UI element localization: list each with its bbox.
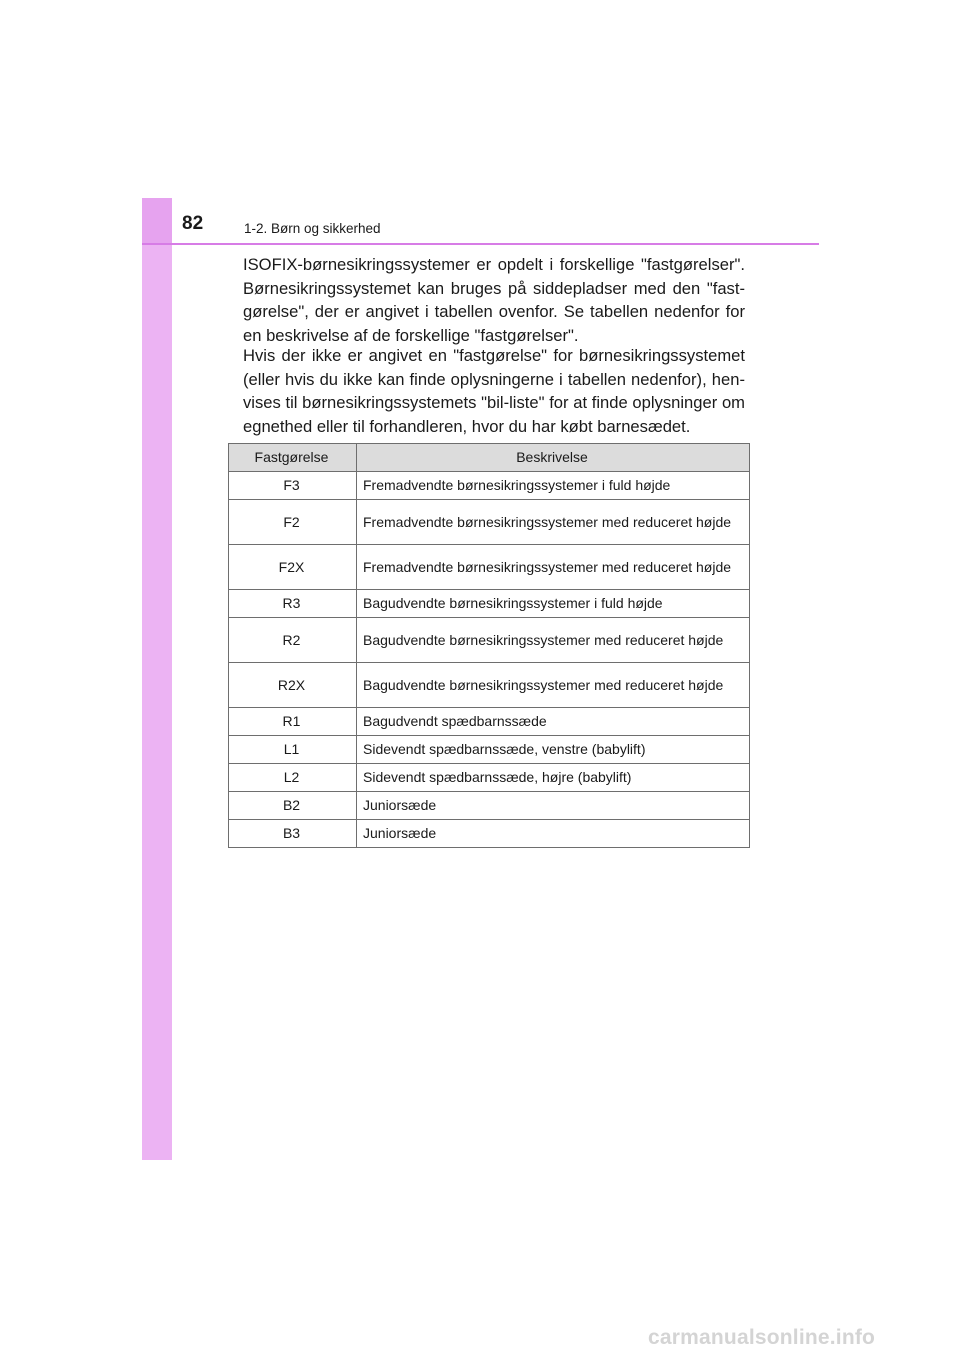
- fixture-code: R3: [229, 590, 357, 618]
- page-number: 82: [182, 213, 204, 234]
- fixture-description: Bagudvendte børnesikringssystemer med reduceret højde: [357, 618, 750, 663]
- watermark: carmanualsonline.info: [648, 1326, 876, 1349]
- table-row: [229, 764, 750, 792]
- fixture-code: B2: [229, 792, 357, 820]
- column-header-description: Beskrivelse: [357, 444, 750, 472]
- table-row: [229, 618, 750, 663]
- fixture-code: L2: [229, 764, 357, 792]
- fixture-code: F2X: [229, 545, 357, 590]
- instruction-paragraph: Hvis der ikke er angivet en "fastgørelse" for børnesikringssystemet (eller hvis du ikke kan finde oplysningerne i tabellen nedenfor), hen-vises til børnesikringssystemets "bil-liste" for at finde oplysninger om egnethed eller til forhandleren, hvor du har købt barnesædet.: [243, 346, 745, 436]
- table-row: [229, 472, 750, 500]
- fixture-code: R2X: [229, 663, 357, 708]
- fixture-description: Fremadvendte børnesikringssystemer i fuld højde: [357, 472, 750, 500]
- fixture-code: B3: [229, 820, 357, 848]
- fixture-description: Bagudvendt spædbarnssæde: [357, 708, 750, 736]
- table-header-row: [229, 444, 750, 472]
- table-row: [229, 708, 750, 736]
- fixture-description: Fremadvendte børnesikringssystemer med reduceret højde: [357, 500, 750, 545]
- header-color-tab: [142, 198, 172, 244]
- fixture-description: Sidevendt spædbarnssæde, venstre (babylift): [357, 736, 750, 764]
- table-row: [229, 820, 750, 848]
- table-row: [229, 590, 750, 618]
- fixture-code: F2: [229, 500, 357, 545]
- table-row: [229, 736, 750, 764]
- header-divider: [142, 243, 819, 245]
- fixture-description: Fremadvendte børnesikringssystemer med reduceret højde: [357, 545, 750, 590]
- side-color-bar: [142, 198, 172, 1160]
- fixture-description: Juniorsæde: [357, 820, 750, 848]
- fixture-description: Juniorsæde: [357, 792, 750, 820]
- fixture-table: [228, 443, 750, 848]
- intro-paragraph: ISOFIX-børnesikringssystemer er opdelt i forskellige "fastgørelser". Børnesikringssystemet kan bruges på siddepladser med den "fast-gørelse", der er angivet i tabellen ovenfor. Se tabellen nedenfor for en beskrivelse af de forskellige "fastgørelser".: [243, 255, 745, 345]
- fixture-description: Bagudvendte børnesikringssystemer med reduceret højde: [357, 663, 750, 708]
- fixture-description: Bagudvendte børnesikringssystemer i fuld højde: [357, 590, 750, 618]
- fixture-code: R1: [229, 708, 357, 736]
- fixture-code: L1: [229, 736, 357, 764]
- column-header-fixture: Fastgørelse: [229, 444, 357, 472]
- fixture-code: F3: [229, 472, 357, 500]
- fixture-description: Sidevendt spædbarnssæde, højre (babylift): [357, 764, 750, 792]
- table-row: [229, 500, 750, 545]
- table-row: [229, 792, 750, 820]
- section-title: 1-2. Børn og sikkerhed: [244, 221, 381, 236]
- table-row: [229, 545, 750, 590]
- fixture-code: R2: [229, 618, 357, 663]
- table-row: [229, 663, 750, 708]
